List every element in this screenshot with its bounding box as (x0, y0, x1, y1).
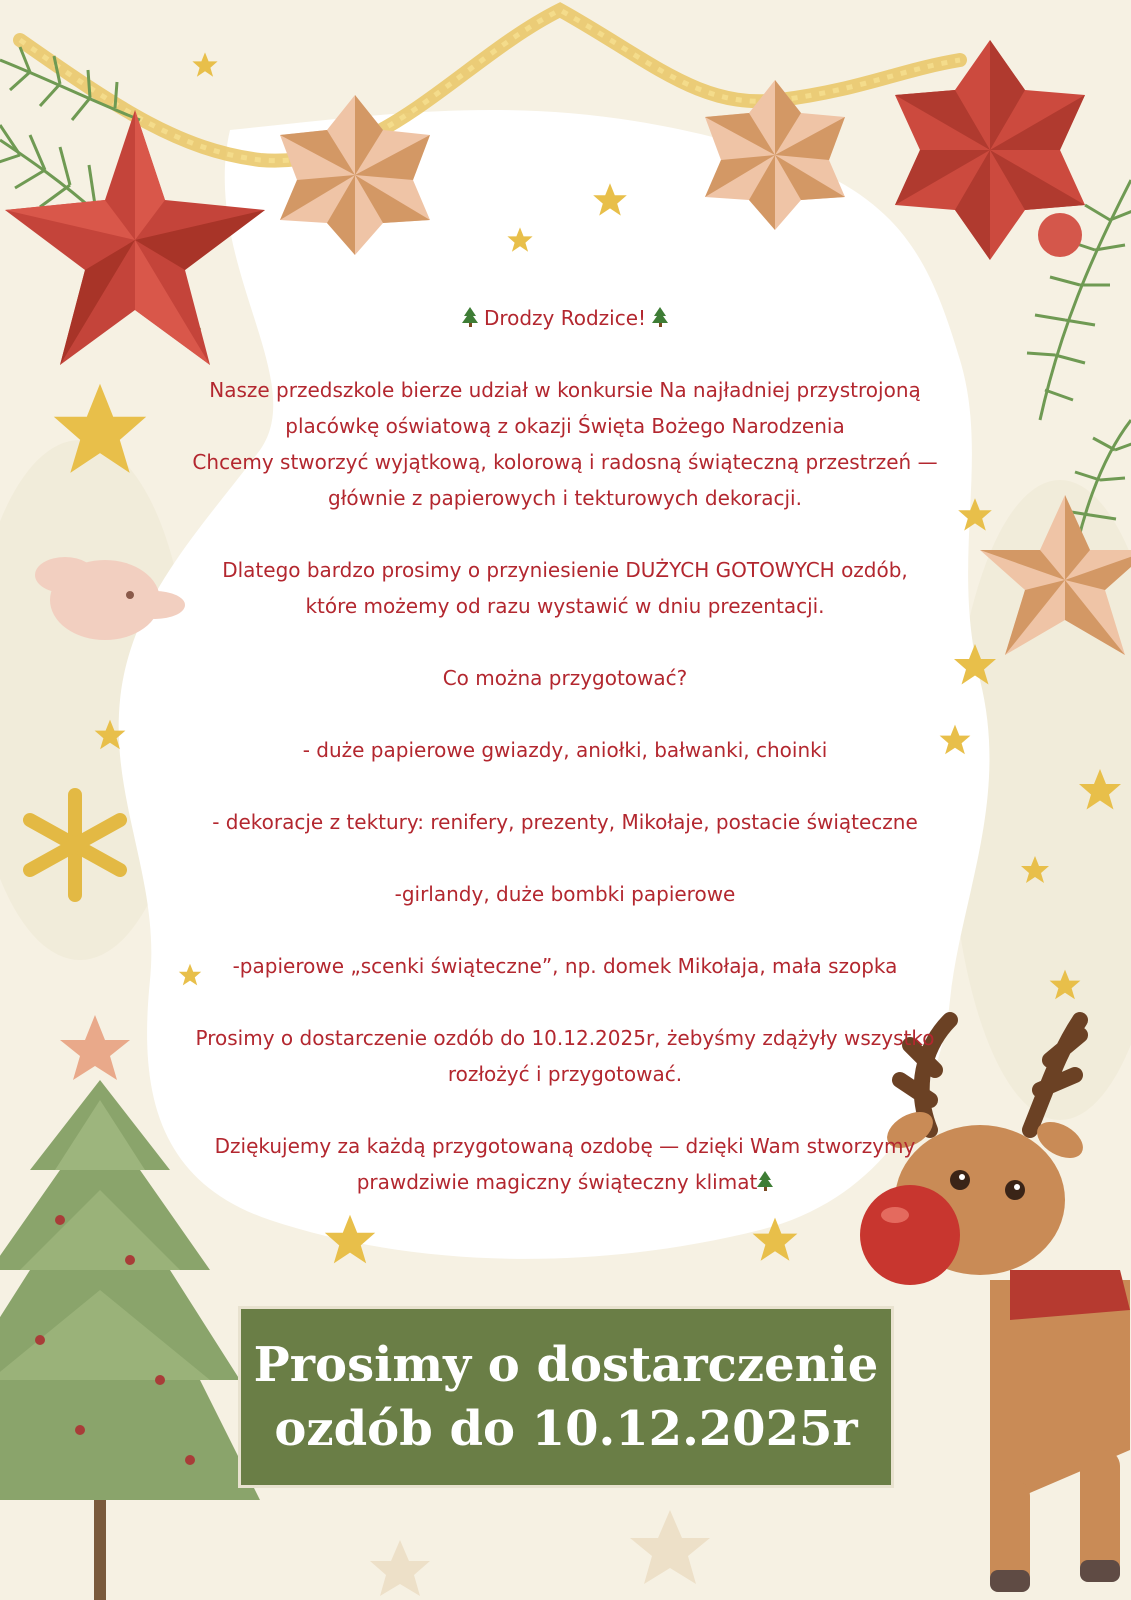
greeting-text: Drodzy Rodzice! (483, 306, 647, 330)
banner-line-1: Prosimy o dostarczenie (253, 1337, 879, 1393)
cream-star (370, 1540, 430, 1596)
question-line: Co można przygotować? (442, 666, 688, 690)
christmas-tree-emoji-icon (757, 1171, 773, 1191)
intro-line: Chcemy stworzyć wyjątkową, kolorową i radosną świąteczną przestrzeń — (192, 450, 938, 474)
intro-line: placówkę oświatową z okazji Święta Bożego Narodzenia (285, 414, 845, 438)
cream-star (630, 1510, 710, 1584)
christmas-tree-emoji-icon (462, 307, 478, 327)
letter-body (150, 300, 980, 1200)
list-item: -papierowe „scenki świąteczne”, np. domek Mikołaja, mała szopka (232, 954, 898, 978)
greeting-line (150, 300, 980, 336)
list-item: - duże papierowe gwiazdy, aniołki, bałwanki, choinki (302, 738, 828, 762)
intro-line: Nasze przedszkole bierze udział w konkursie Na najładniej przystrojoną (209, 378, 921, 402)
request-line: które możemy od razu wystawić w dniu prezentacji. (305, 594, 825, 618)
intro-line: głównie z papierowych i tekturowych dekoracji. (328, 486, 802, 510)
gold-star (192, 52, 217, 76)
deadline-line: rozłożyć i przygotować. (447, 1062, 683, 1086)
thanks-text: prawdziwie magiczny świąteczny klimat (356, 1170, 758, 1194)
thanks-line (150, 1164, 980, 1200)
deadline-line: Prosimy o dostarczenie ozdób do 10.12.2025r, żebyśmy zdążyły wszystko (195, 1026, 935, 1050)
thanks-line: Dziękujemy za każdą przygotowaną ozdobę — dzięki Wam stworzymy (214, 1134, 916, 1158)
deadline-banner (238, 1306, 894, 1488)
list-item: - dekoracje z tektury: renifery, prezenty, Mikołaje, postacie świąteczne (212, 810, 918, 834)
request-line: Dlatego bardzo prosimy o przyniesienie DUŻYCH GOTOWYCH ozdób, (222, 558, 908, 582)
list-item: -girlandy, duże bombki papierowe (394, 882, 736, 906)
peach-small-star (60, 1015, 130, 1080)
banner-line-2: ozdób do 10.12.2025r (274, 1401, 858, 1457)
christmas-tree-emoji-icon (652, 307, 668, 327)
